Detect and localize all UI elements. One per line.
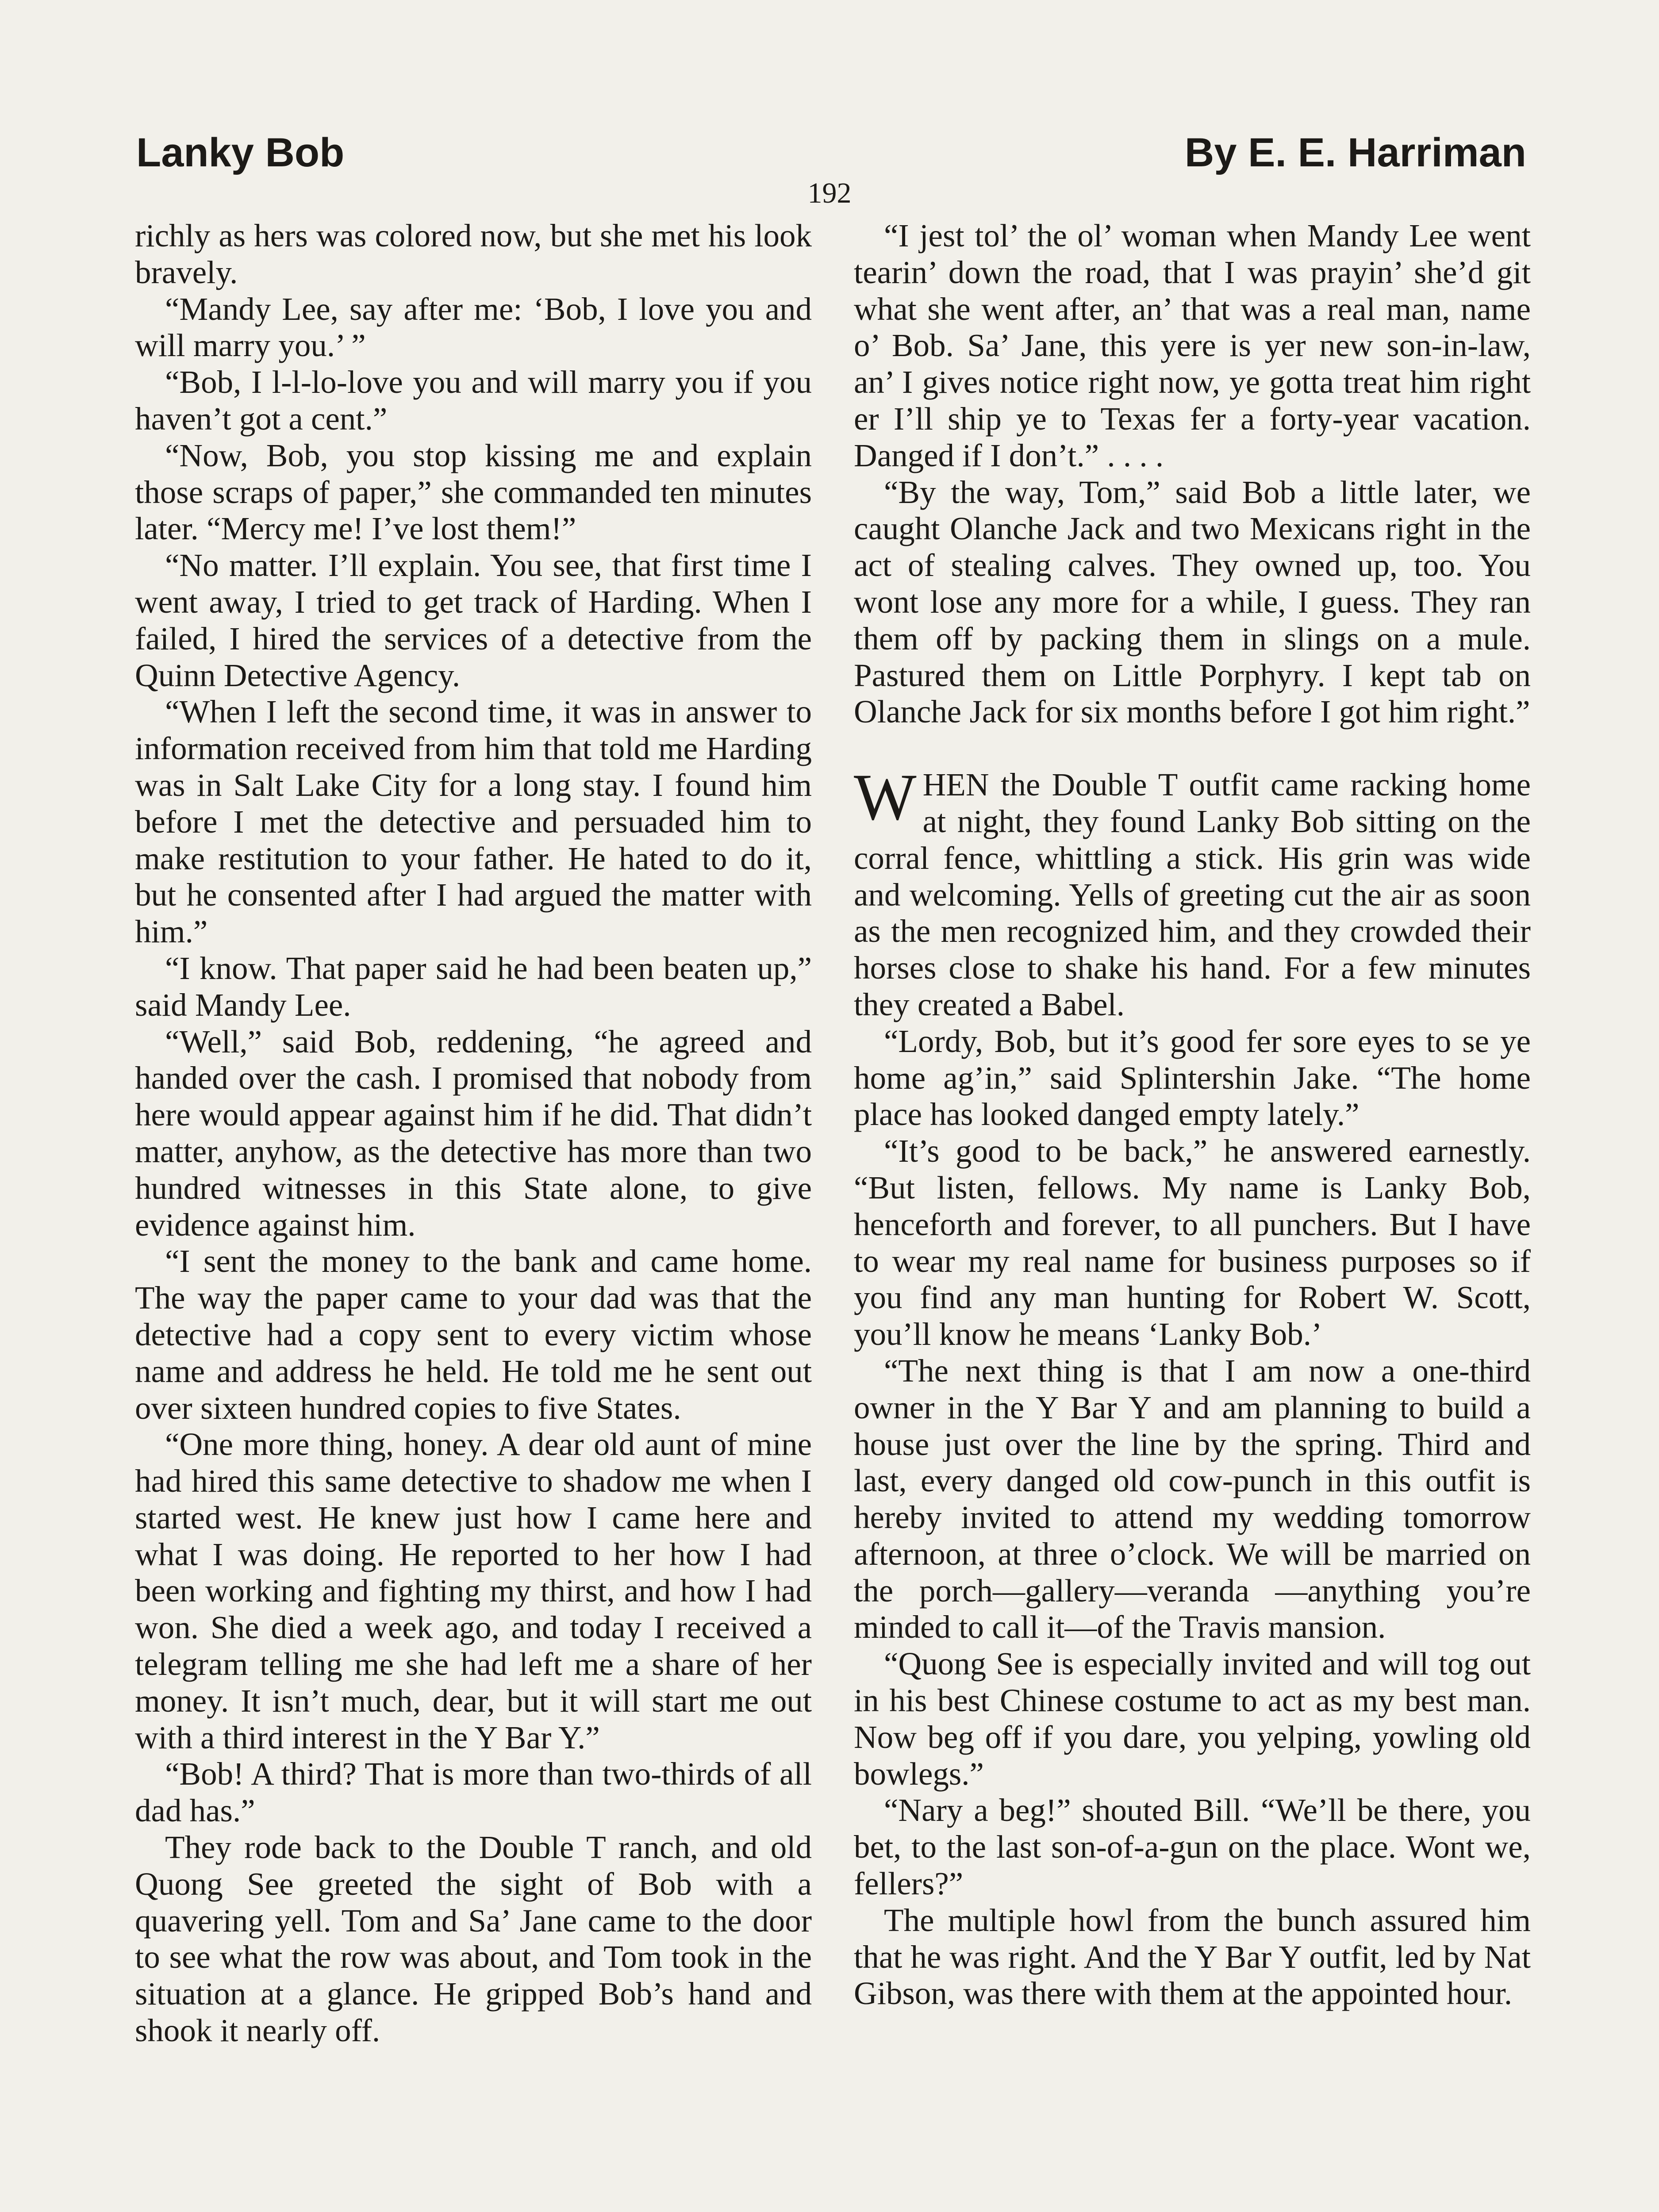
right-column: [854, 218, 1531, 2012]
paragraph: “One more thing, honey. A dear old aunt of mine had hired this same detective to shadow me when I started west. He knew just how I came here and what I was doing. He reported to her how I had been working and fighting my thirst, and how I had won. She died a week ago, and today I received a telegram telling me she had left me a share of her money. It isn’t much, dear, but it will start me out with a third interest in the Y Bar Y.”: [135, 1426, 812, 1755]
paragraph: The multiple howl from the bunch assured him that he was right. And the Y Bar Y outfit, led by Nat Gibson, was there with them at the appointed hour.: [854, 1902, 1531, 2012]
page-number: 192: [807, 177, 852, 209]
paragraph: “I jest tol’ the ol’ woman when Mandy Lee went tearin’ down the road, that I was prayin’ she’d git what she went after, an’ that was a real man, name o’ Bob. Sa’ Jane, this yere is yer new son-in-law, an’ I gives notice right now, ye gotta treat him right er I’ll ship ye to Texas fer a forty-year vacation. Danged if I don’t.” . . . .: [854, 218, 1531, 473]
paragraph: “No matter. I’ll explain. You see, that first time I went away, I tried to get track of Harding. When I failed, I hired the services of a detective from the Quinn Detective Agency.: [135, 547, 812, 693]
drop-cap-paragraph-text: HEN the Double T outfit came racking home at night, they found Lanky Bob sitting on the corral fence, whittling a stick. His grin was wide and welcoming. Yells of greeting cut the air as soon as the men recognized him, and they crowded their horses close to shake his hand. For a few minutes they created a Babel.: [854, 767, 1531, 1022]
paragraph: “I sent the money to the bank and came home. The way the paper came to your dad was that the detective had a copy sent to every victim whose name and address he held. He told me he sent out over sixteen hundred copies to five States.: [135, 1243, 812, 1426]
paragraph: “Well,” said Bob, reddening, “he agreed and handed over the cash. I promised that nobody from here would appear against him if he did. That didn’t matter, anyhow, as the detective has more than two hundred witnesses in this State alone, to give evidence against him.: [135, 1023, 812, 1243]
paragraph: “When I left the second time, it was in answer to information received from him that told me Harding was in Salt Lake City for a long stay. I found him before I met the detective and persuaded him to make restitution to your father. He hated to do it, but he consented after I had argued the matter with him.”: [135, 694, 812, 950]
paragraph: “It’s good to be back,” he answered earnestly. “But listen, fellows. My name is Lanky Bob, henceforth and forever, to all punchers. But I have to wear my real name for business purposes so if you find any man hunting for Robert W. Scott, you’ll know he means ‘Lanky Bob.’: [854, 1133, 1531, 1352]
section-break: [854, 730, 1531, 767]
paragraph: “Bob, I l-l-lo-love you and will marry you if you haven’t got a cent.”: [135, 364, 812, 437]
paragraph: They rode back to the Double T ranch, and old Quong See greeted the sight of Bob with a quavering yell. Tom and Sa’ Jane came to the door to see what the row was about, and Tom took in the situation at a glance. He gripped Bob’s hand and shook it nearly off.: [135, 1829, 812, 2049]
paragraph: “The next thing is that I am now a one-third owner in the Y Bar Y and am planning to build a house just over the line by the spring. Third and last, every danged old cow-punch in this outfit is hereby invited to attend my wedding tomorrow afternoon, at three o’clock. We will be married on the porch—gallery—veranda —anything you’re minded to call it—of the Travis mansion.: [854, 1352, 1531, 1645]
drop-cap-paragraph: [854, 760, 1531, 1023]
paragraph: “By the way, Tom,” said Bob a little later, we caught Olanche Jack and two Mexicans right in the act of stealing calves. They owned up, too. You wont lose any more for a while, I guess. They ran them off by packing them in slings on a mule. Pastured them on Little Porphyry. I kept tab on Olanche Jack for six months before I got him right.”: [854, 474, 1531, 730]
paragraph: richly as hers was colored now, but she met his look bravely.: [135, 218, 812, 290]
drop-cap-letter: W: [854, 760, 917, 834]
paragraph: “Now, Bob, you stop kissing me and explain those scraps of paper,” she commanded ten minutes later. “Mercy me! I’ve lost them!”: [135, 437, 812, 547]
left-column: [135, 218, 812, 2049]
paragraph: “Lordy, Bob, but it’s good fer sore eyes to se ye home ag’in,” said Splintershin Jake. “The home place has looked danged empty lately.”: [854, 1023, 1531, 1133]
paragraph: “I know. That paper said he had been beaten up,” said Mandy Lee.: [135, 950, 812, 1023]
paragraph: “Quong See is especially invited and will tog out in his best Chinese costume to act as my best man. Now beg off if you dare, you yelping, yowling old bowlegs.”: [854, 1646, 1531, 1792]
paragraph: “Bob! A third? That is more than two-thirds of all dad has.”: [135, 1756, 812, 1829]
paragraph: “Mandy Lee, say after me: ‘Bob, I love you and will marry you.’ ”: [135, 291, 812, 364]
paragraph: “Nary a beg!” shouted Bill. “We’ll be there, you bet, to the last son-of-a-gun on the place. Wont we, fellers?”: [854, 1792, 1531, 1902]
author-byline: By E. E. Harriman: [1184, 130, 1526, 175]
story-title: Lanky Bob: [136, 130, 345, 175]
